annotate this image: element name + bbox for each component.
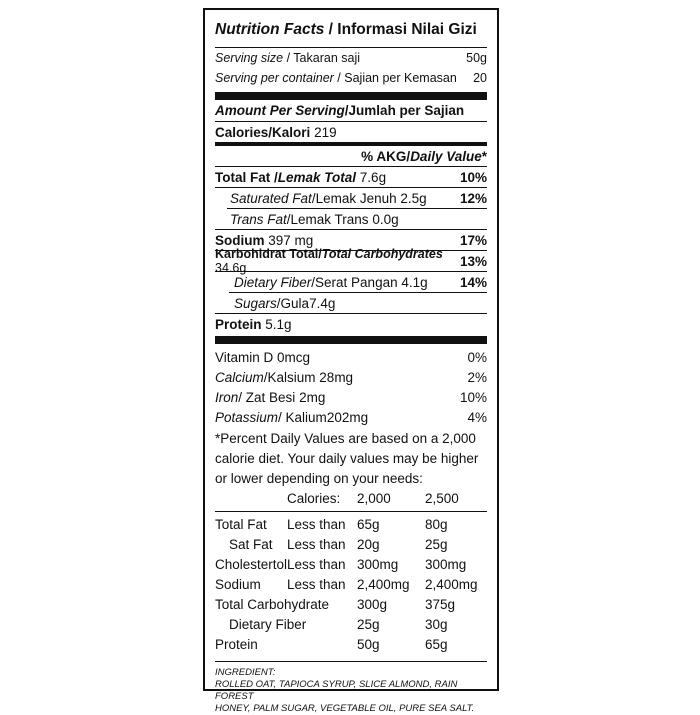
calcium-row: Calcium/Kalsium 28mg 2%: [215, 369, 487, 385]
footnote: *Percent Daily Values are based on a 2,000 calorie diet. Your daily values may be higher or lower depending on your needs:: [215, 431, 479, 486]
spc-en: Serving per container: [215, 71, 334, 85]
title-sep: /: [324, 21, 338, 38]
spc-value: 20: [473, 71, 487, 85]
serving-size-id: Takaran saji: [293, 51, 360, 65]
dv-table: Total Fat Less than 65g 80g Sat Fat Less than 20g 25g Cholestertol Less than 300mg 300mg Sodium Less than 2,400mg 2,400mg Total Carbohydrate 300g 375g Dietary Fiber 25g 30g Protein 50g 65g: [215, 517, 478, 652]
serving-size-en: Serving size: [215, 51, 284, 65]
dv-table-head: Calories: 2,000 2,500: [287, 491, 459, 506]
calories-value: 219: [314, 124, 337, 140]
amount-en: Amount Per Serving: [215, 103, 345, 118]
sodium-row: Sodium 397 mg 17%: [215, 232, 487, 248]
label-title: [215, 21, 487, 41]
sat-fat-row: Saturated Fat/Lemak Jenuh 2.5g 12%: [230, 190, 487, 206]
dv-header: % AKG/Daily Value*: [361, 148, 487, 164]
ingredient-list: INGREDIENT: ROLLED OAT, TAPIOCA SYRUP, SLICE ALMOND, RAIN FOREST HONEY, PALM SUGAR, VEGETABLE OIL, PURE SEA SALT.: [215, 667, 487, 715]
carb-row: Karbohidrat Total/Total Carbohydrates 34.6g 13%: [215, 247, 487, 275]
sugars-row: Sugars/Gula7.4g: [234, 295, 336, 311]
title-id: Informasi Nilai Gizi: [337, 21, 477, 38]
serving-size-row: Serving size / Takaran saji 50g: [215, 51, 487, 65]
serving-per-container-row: Serving per container / Sajian per Kemasan 20: [215, 71, 487, 85]
serving-size-value: 50g: [466, 51, 487, 65]
amount-header: Amount Per Serving/Jumlah per Sajian: [215, 103, 465, 118]
spc-id: Sajian per Kemasan: [344, 71, 457, 85]
protein-row: Protein 5.1g: [215, 316, 292, 332]
title-en: Nutrition Facts: [215, 21, 325, 38]
fiber-row: Dietary Fiber/Serat Pangan 4.1g 14%: [234, 274, 487, 290]
vitamin-d-row: Vitamin D 0mcg 0%: [215, 349, 487, 365]
iron-row: Iron/ Zat Besi 2mg 10%: [215, 389, 487, 405]
total-fat-pct: 10%: [459, 169, 487, 185]
amount-id: Jumlah per Sajian: [348, 103, 465, 118]
ingredient-label: INGREDIENT:: [215, 667, 276, 678]
calories-label: Calories/Kalori: [215, 124, 311, 140]
calories-row: [215, 122, 487, 142]
nutrition-label: [203, 8, 499, 714]
total-fat-row: Total Fat /Lemak Total 7.6g 10%: [215, 169, 487, 185]
potassium-row: Potassium/ Kalium202mg 4%: [215, 409, 487, 425]
trans-fat-row: Trans Fat/Lemak Trans 0.0g: [230, 211, 399, 227]
